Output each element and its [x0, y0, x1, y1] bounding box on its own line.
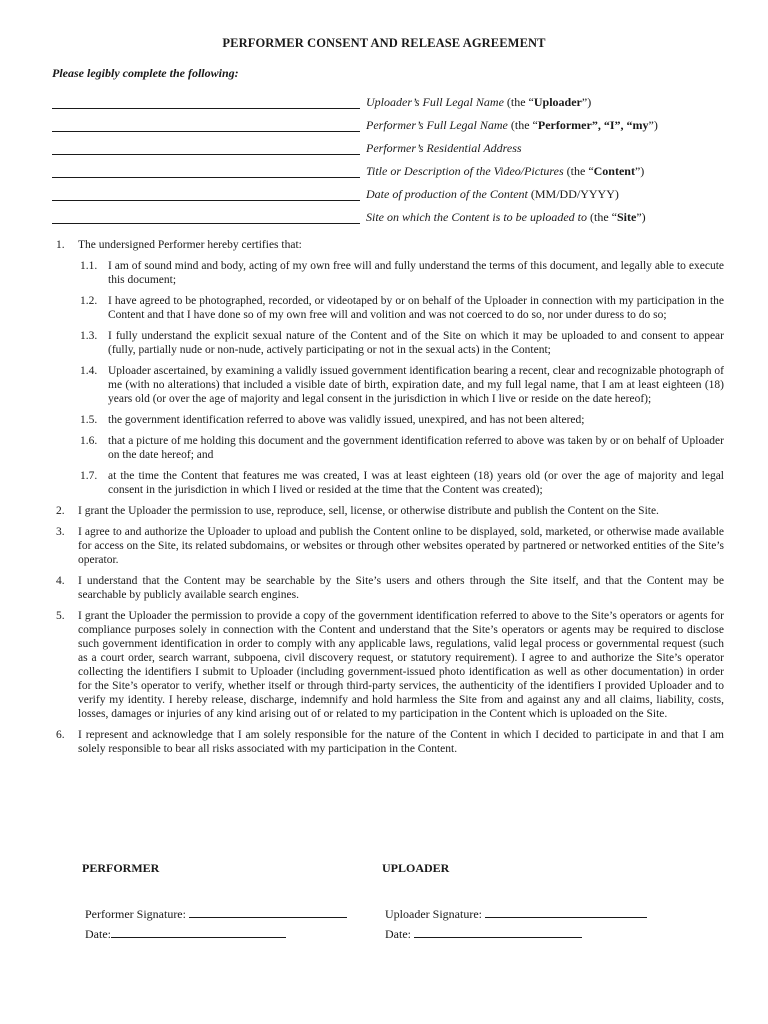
- field-label: [366, 118, 658, 133]
- sub-clause: [56, 364, 724, 406]
- instructions: Please legibly complete the following:: [52, 66, 239, 80]
- clause-number: 2.: [56, 505, 65, 517]
- uploader-signature-row: [385, 906, 647, 922]
- fill-in-line[interactable]: [52, 131, 360, 132]
- sub-clause-text: the government identification referred to above was validly issued, unexpired, and has not been altered;: [108, 414, 585, 426]
- sub-clause-number: 1.1.: [80, 260, 98, 272]
- clause-text: I represent and acknowledge that I am solely responsible for the nature of the Content in which I decided to participate in and that I am solely responsible to bear all risks associated with my participation in the Content.: [78, 729, 724, 755]
- form-field-row: [52, 94, 732, 112]
- fill-in-line[interactable]: [52, 108, 360, 109]
- sub-clause-number: 1.2.: [80, 295, 98, 307]
- fill-in-line[interactable]: [52, 200, 360, 201]
- field-label-suffix: (the “: [586, 210, 617, 224]
- field-label: [366, 210, 646, 225]
- sub-clause-text: I fully understand the explicit sexual nature of the Content and of the Site on which it may be uploaded to and consent to appear (fully, partially nude or non-nude, actively participating or not in the sexual acts) in the Content;: [108, 330, 724, 356]
- field-defined-term: Content: [593, 164, 635, 178]
- field-label-name: Performer’s Residential Address: [366, 141, 522, 155]
- clause-text: I grant the Uploader the permission to use, reproduce, sell, license, or otherwise distribute and publish the Content on the Site.: [78, 505, 659, 517]
- field-label-close: ”): [581, 95, 592, 109]
- document-title: PERFORMER CONSENT AND RELEASE AGREEMENT: [222, 36, 546, 50]
- sub-clauses: [56, 259, 724, 497]
- field-label: [366, 164, 644, 179]
- clause-text: The undersigned Performer hereby certifies that:: [78, 239, 302, 251]
- sub-clause: [56, 329, 724, 357]
- clause-number: 1.: [56, 239, 65, 251]
- uploader-date-label: Date:: [385, 927, 411, 941]
- clause-text: I agree to and authorize the Uploader to upload and publish the Content online to be displayed, sold, marketed, or otherwise made available for access on the Site, its related subdomains, or websites or through other websites operated by partnered or networked entities of the Site’s operator.: [78, 526, 724, 566]
- performer-date-label: Date:: [85, 927, 111, 941]
- field-label-suffix: (the “: [503, 95, 534, 109]
- field-defined-term: Uploader: [533, 95, 582, 109]
- uploader-date-row: [385, 926, 582, 942]
- field-label-name: Site on which the Content is to be uploaded to: [366, 210, 587, 224]
- uploader-signature-label: Uploader Signature:: [385, 907, 482, 921]
- field-label-name: Title or Description of the Video/Pictures: [366, 164, 564, 178]
- field-label-name: Performer’s Full Legal Name: [366, 118, 508, 132]
- fill-in-line[interactable]: [52, 177, 360, 178]
- clause-number: 5.: [56, 610, 65, 622]
- form-field-row: [52, 163, 732, 181]
- clause: [56, 238, 724, 252]
- sub-clause-text: that a picture of me holding this document and the government identification referred to above was taken by or on behalf of Uploader on the date hereof; and: [108, 435, 724, 461]
- fill-in-line[interactable]: [52, 223, 360, 224]
- clause-number: 4.: [56, 575, 65, 587]
- field-label-suffix: (MM/DD/YYYY): [527, 187, 619, 201]
- field-label-suffix: (the “: [507, 118, 538, 132]
- form-field-row: [52, 186, 732, 204]
- clause: [56, 728, 724, 756]
- form-field-row: [52, 117, 732, 135]
- sub-clause: [56, 259, 724, 287]
- field-label: [366, 187, 619, 202]
- clause-text: I grant the Uploader the permission to provide a copy of the government identification referred to above to the Site’s operators or agents for compliance purposes solely in connection with the Content and understand that the Site’s operators or agents may be required to disclose such government identification in order to comply with any applicable laws, regulations, valid legal process or governmental request (such as a court order, search warrant, subpoena, civil discovery request, or statutory requirement). I agree to and authorize the Site’s operator collecting the identifiers I submit to Uploader (including government-issued photo identification as well as other documentation) in order for the Site’s operator to verify, whether itself or through third-party services, the authenticity of the identifiers I provided Uploader and to verify my identity. I hereby release, discharge, indemnify and hold harmless the Site from and against any and all claims, liability, costs, losses, damages or injuries of any kind arising out of or related to my participation in the Content which is uploaded on the Site.: [78, 610, 724, 720]
- field-label-suffix: (the “: [563, 164, 594, 178]
- sub-clause-number: 1.6.: [80, 435, 98, 447]
- sub-clause: [56, 413, 724, 427]
- clauses-list: [56, 238, 724, 763]
- sub-clause-text: I am of sound mind and body, acting of my own free will and fully understand the terms of this document, and legally able to execute this document;: [108, 260, 724, 286]
- performer-heading: PERFORMER: [82, 861, 160, 875]
- clause: [56, 504, 724, 518]
- form-field-row: [52, 209, 732, 227]
- field-label-close: ”): [648, 118, 658, 132]
- sub-clause-text: I have agreed to be photographed, recorded, or videotaped by or on behalf of the Uploader in connection with my participation in the Content and that I have done so of my own free will and volition and was not coerced to do so, nor under duress to do so;: [108, 295, 724, 321]
- sub-clause-number: 1.4.: [80, 365, 98, 377]
- clause-number: 3.: [56, 526, 65, 538]
- performer-signature-line[interactable]: [189, 906, 347, 918]
- uploader-signature-line[interactable]: [485, 906, 647, 918]
- sub-clause-text: Uploader ascertained, by examining a validly issued government identification bearing a recent, clear and recognizable photograph of me (with no alterations) that included a visible date of birth, expiration date, and my full legal name, that I am at least eighteen (18) years old (or over the age of majority and legal consent in the jurisdiction in which I live or reside on the date hereof);: [108, 365, 724, 405]
- uploader-date-line[interactable]: [414, 926, 582, 938]
- sub-clause-number: 1.5.: [80, 414, 98, 426]
- sub-clause: [56, 469, 724, 497]
- performer-signature-row: [85, 906, 347, 922]
- fill-in-line[interactable]: [52, 154, 360, 155]
- clause: [56, 574, 724, 602]
- field-label-close: ”): [634, 164, 645, 178]
- clause-text: I understand that the Content may be searchable by the Site’s users and others through the Site itself, and that the Content may be searchable by publicly available search engines.: [78, 575, 724, 601]
- clause: [56, 609, 724, 721]
- sub-clause: [56, 434, 724, 462]
- sub-clause-number: 1.3.: [80, 330, 98, 342]
- field-label-close: ”): [636, 210, 646, 224]
- clause-number: 6.: [56, 729, 65, 741]
- field-label-name: Uploader’s Full Legal Name: [366, 95, 504, 109]
- field-defined-term: Performer”, “I”, “my: [537, 118, 649, 132]
- field-defined-term: Site: [616, 210, 637, 224]
- performer-date-row: [85, 926, 286, 942]
- performer-date-line[interactable]: [111, 926, 286, 938]
- field-label: [366, 95, 591, 110]
- field-label: [366, 141, 522, 156]
- sub-clause: [56, 294, 724, 322]
- clause: [56, 525, 724, 567]
- form-field-row: [52, 140, 732, 158]
- field-label-name: Date of production of the Content: [366, 187, 528, 201]
- uploader-heading: UPLOADER: [382, 861, 450, 875]
- performer-signature-label: Performer Signature:: [85, 907, 186, 921]
- sub-clause-text: at the time the Content that features me was created, I was at least eighteen (18) years old (or over the age of majority and legal consent in the jurisdiction in which I lived or resided at the time that the Content was created);: [108, 470, 724, 496]
- sub-clause-number: 1.7.: [80, 470, 98, 482]
